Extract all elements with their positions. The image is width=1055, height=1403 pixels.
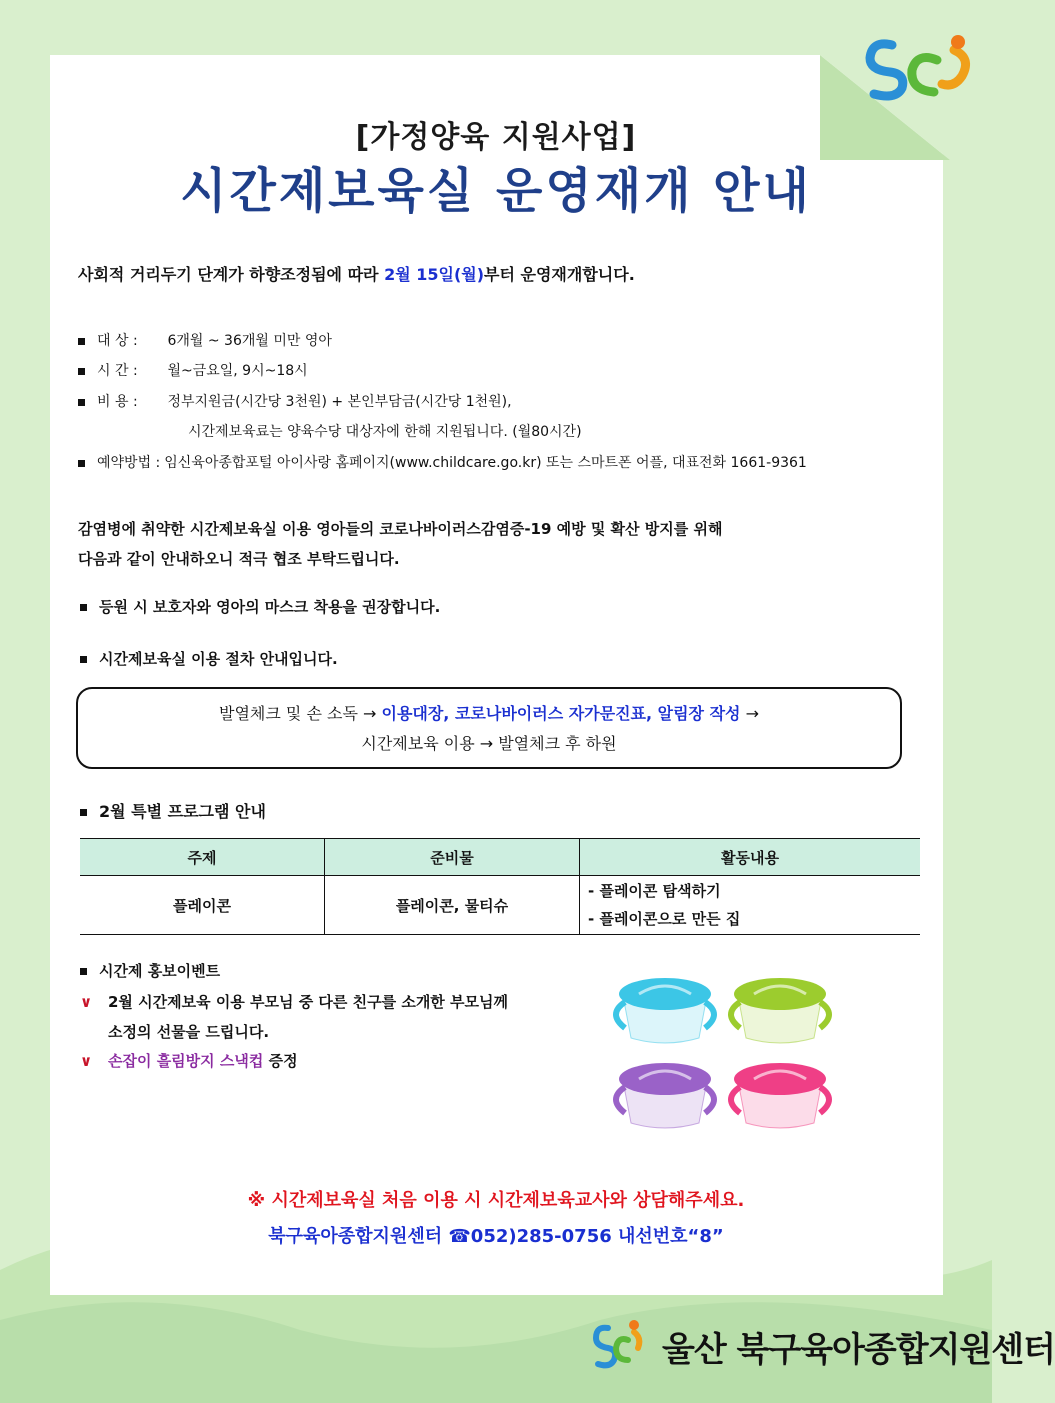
- procedure-line-1: [78, 699, 900, 729]
- program-table: [80, 838, 920, 935]
- square-bullet-icon: [78, 368, 85, 375]
- intro-before: 사회적 거리두기 단계가 하향조정됨에 따라: [78, 265, 385, 284]
- table-row: [80, 876, 920, 935]
- intro-sentence: [78, 262, 635, 285]
- event-line-2: 소정의 선물을 드립니다.: [108, 1023, 270, 1041]
- intro-date: 2월 15일(월): [384, 265, 485, 284]
- document-title: 시간제보육실 운영재개 안내: [180, 163, 812, 219]
- activity-item: - 플레이콘 탐색하기: [588, 882, 721, 900]
- info-row-target: [78, 330, 332, 350]
- info-value: 6개월 ~ 36개월 미만 영아: [167, 333, 332, 349]
- procedure-step-start: 발열체크 및 손 소독 →: [219, 704, 382, 723]
- info-key: 예약방법 :: [97, 455, 161, 471]
- procedure-line-2: 시간제보육 이용 → 발열체크 후 하원: [361, 734, 617, 753]
- column-header-activities: 활동내용: [580, 839, 921, 876]
- procedure-arrow: →: [740, 704, 759, 723]
- info-key: 대 상 :: [97, 333, 138, 349]
- document-subtitle: [가정양육 지원사업]: [355, 120, 637, 155]
- check-mark-icon: ∨: [80, 993, 93, 1011]
- consultation-notice: ※ 시간제보육실 처음 이용 시 시간제보육교사와 상담해주세요.: [247, 1190, 745, 1211]
- info-key: 시 간 :: [97, 363, 138, 379]
- cell-topic: 플레이콘: [80, 876, 325, 935]
- event-heading-text: 시간제 홍보이벤트: [99, 962, 221, 980]
- program-heading: [80, 799, 266, 822]
- square-bullet-icon: [80, 656, 87, 663]
- info-key: 비 용 :: [97, 394, 138, 410]
- covid-paragraph: [78, 514, 722, 574]
- column-header-materials: 준비물: [325, 839, 580, 876]
- procedure-heading: [80, 648, 338, 669]
- info-row-cost-note: [188, 421, 582, 441]
- footer-org-name: 울산 북구육아종합지원센터: [662, 1330, 1055, 1370]
- table-header-row: [80, 839, 920, 876]
- info-row-reservation: [78, 452, 807, 472]
- info-row-time: [78, 360, 308, 380]
- info-value: 임신육아종합포털 아이사랑 홈페이지(www.childcare.go.kr) 또는 스마트폰 어플, 대표전화 1661-9361: [164, 455, 807, 471]
- event-gift-suffix: 증정: [263, 1052, 298, 1070]
- cell-activities: [580, 876, 921, 935]
- square-bullet-icon: [80, 809, 87, 816]
- snack-cup-1: [616, 978, 714, 1043]
- footer-logo-icon: [592, 1318, 642, 1374]
- snack-cup-2: [731, 978, 829, 1043]
- activity-item: - 플레이콘으로 만든 집: [588, 910, 741, 928]
- event-gift: 손잡이 흘림방지 스낵컵: [108, 1052, 264, 1070]
- covid-line-2: 다음과 같이 안내하오니 적극 협조 부탁드립니다.: [78, 550, 400, 568]
- info-value: 시간제보육료는 양육수당 대상자에 한해 지원됩니다. (월80시간): [188, 424, 582, 440]
- covid-line-1: 감염병에 취약한 시간제보육실 이용 영아들의 코로나바이러스감염증-19 예방 및 확산 방지를 위해: [78, 520, 723, 538]
- info-value: 월~금요일, 9시~18시: [167, 363, 308, 379]
- event-text-1: 2월 시간제보육 이용 부모님 중 다른 친구를 소개한 부모님께: [108, 993, 508, 1011]
- snack-cups-image: [610, 965, 840, 1145]
- cell-materials: 플레이콘, 물티슈: [325, 876, 580, 935]
- square-bullet-icon: [78, 338, 85, 345]
- contact-info: 북구육아종합지원센터 ☎052)285-0756 내선번호“8”: [268, 1226, 724, 1247]
- square-bullet-icon: [80, 604, 87, 611]
- intro-after: 부터 운영재개합니다.: [484, 265, 635, 284]
- mask-item: [80, 596, 440, 617]
- square-bullet-icon: [80, 968, 87, 975]
- procedure-step-forms: 이용대장, 코로나바이러스 자가문진표, 알림장 작성: [381, 704, 741, 723]
- snack-cup-4: [731, 1063, 829, 1128]
- procedure-box: [76, 687, 902, 769]
- mask-text: 등원 시 보호자와 영아의 마스크 착용을 권장합니다.: [99, 598, 441, 616]
- column-header-topic: 주제: [80, 839, 325, 876]
- check-mark-icon: ∨: [80, 1052, 93, 1070]
- event-heading: [80, 960, 220, 981]
- info-row-cost: [78, 391, 512, 411]
- square-bullet-icon: [78, 399, 85, 406]
- snack-cup-3: [616, 1063, 714, 1128]
- event-line-1: [80, 991, 508, 1012]
- info-value: 정부지원금(시간당 3천원) + 본인부담금(시간당 1천원),: [167, 394, 512, 410]
- procedure-heading-text: 시간제보육실 이용 절차 안내입니다.: [99, 650, 338, 668]
- program-heading-text: 2월 특별 프로그램 안내: [99, 802, 266, 821]
- square-bullet-icon: [78, 460, 85, 467]
- event-gift-line: [80, 1050, 298, 1071]
